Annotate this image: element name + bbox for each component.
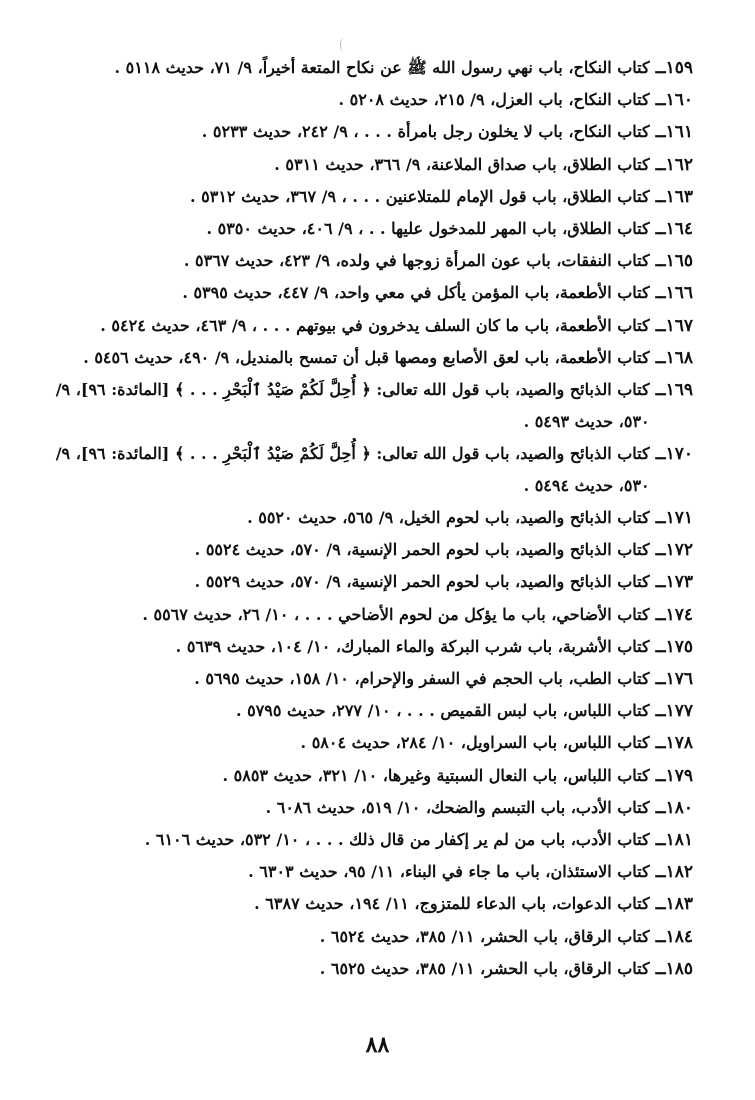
entry-text: كتاب اللباس، باب لبس القميص . . . ، ١٠/ ٢٧٧، حديث ٥٧٩٥ . — [235, 701, 650, 721]
entry-text: كتاب الدعوات، باب الدعاء للمتزوج، ١١/ ١٩٤، حديث ٦٣٨٧ . — [254, 894, 650, 914]
entry-number: ١٦١ــ — [655, 122, 693, 143]
page-number: ٨٨ — [365, 1032, 390, 1058]
list-item — [53, 953, 693, 985]
entry-number: ١٨١ــ — [655, 830, 693, 851]
entry-text: كتاب الطلاق، باب صداق الملاعنة، ٩/ ٣٦٦، حديث ٥٣١١ . — [274, 154, 650, 174]
entry-number: ١٨٤ــ — [655, 926, 693, 947]
entry-number: ١٧٥ــ — [655, 636, 693, 657]
entry-number: ١٧١ــ — [655, 508, 693, 529]
entry-text: كتاب الاستئذان، باب ما جاء في البناء، ١١/ ٩٥، حديث ٦٣٠٣ . — [248, 862, 650, 882]
list-item — [53, 599, 693, 631]
list-item — [53, 502, 693, 534]
entry-number: ١٦٦ــ — [655, 283, 693, 304]
entry-text: كتاب اللباس، باب النعال السبتية وغيرها، ١٠/ ٣٢١، حديث ٥٨٥٣ . — [222, 765, 650, 785]
entry-text: كتاب الطب، باب الحجم في السفر والإحرام، ١٠/ ١٥٨، حديث ٥٦٩٥ . — [194, 669, 650, 689]
list-item — [53, 534, 693, 566]
list-item — [53, 52, 693, 84]
entry-number: ١٧٠ــ — [655, 444, 693, 465]
list-item — [53, 921, 693, 953]
entry-text: كتاب الذبائح والصيد، باب لحوم الحمر الإنسية، ٩/ ٥٧٠، حديث ٥٥٢٤ . — [194, 540, 650, 560]
entry-text: كتاب الأطعمة، باب ما كان السلف يدخرون في بيوتهم . . . ، ٩/ ٤٦٣، حديث ٥٤٢٤ . — [100, 315, 650, 335]
list-item — [53, 310, 693, 342]
entry-number: ١٨٥ــ — [655, 958, 693, 979]
list-item — [53, 438, 693, 502]
list-item — [53, 277, 693, 309]
list-item — [53, 856, 693, 888]
entry-number: ١٧٦ــ — [655, 669, 693, 690]
entry-text: كتاب الذبائح والصيد، باب لحوم الخيل، ٩/ ٥٦٥، حديث ٥٥٢٠ . — [247, 508, 650, 528]
entry-text: كتاب الأضاحي، باب ما يؤكل من لحوم الأضاحي . . . ، ١٠/ ٢٦، حديث ٥٥٦٧ . — [142, 604, 650, 624]
list-item — [53, 84, 693, 116]
entry-text: كتاب الأدب، باب من لم ير إكفار من قال ذلك . . . ، ١٠/ ٥٣٢، حديث ٦١٠٦ . — [144, 830, 650, 850]
entry-number: ١٦٨ــ — [655, 347, 693, 368]
entry-number: ١٧٣ــ — [655, 572, 693, 593]
entry-text: كتاب الأطعمة، باب لعق الأصابع ومصها قبل أن تمسح بالمنديل، ٩/ ٤٩٠، حديث ٥٤٥٦ . — [83, 347, 650, 367]
entry-number: ١٦٢ــ — [655, 154, 693, 175]
entry-number: ١٧٤ــ — [655, 604, 693, 625]
entry-text: كتاب النكاح، باب نهي رسول الله ﷺ عن نكاح المتعة أخيراً، ٩/ ٧١، حديث ٥١١٨ . — [114, 58, 650, 77]
list-item — [53, 631, 693, 663]
entry-text: كتاب الطلاق، باب قول الإمام للمتلاعنين . . . ، ٩/ ٣٦٧، حديث ٥٣١٢ . — [189, 186, 650, 206]
entry-number: ١٦٩ــ — [655, 380, 693, 401]
entry-number: ١٨٢ــ — [655, 862, 693, 883]
entry-number: ١٨٠ــ — [655, 797, 693, 818]
entry-number: ١٨٣ــ — [655, 894, 693, 915]
entry-number: ١٦٠ــ — [655, 90, 693, 111]
entry-text: كتاب الطلاق، باب المهر للمدخول عليها . . ، ٩/ ٤٠٦، حديث ٥٣٥٠ . — [206, 219, 650, 239]
list-item — [53, 213, 693, 245]
entry-number: ١٦٣ــ — [655, 186, 693, 207]
entry-number: ١٦٤ــ — [655, 219, 693, 240]
entry-text: كتاب اللباس، باب السراويل، ١٠/ ٢٨٤، حديث ٥٨٠٤ . — [300, 733, 650, 753]
entry-number: ١٧٢ــ — [655, 540, 693, 561]
entry-number: ١٧٨ــ — [655, 733, 693, 754]
entry-text: كتاب النكاح، باب العزل، ٩/ ٢١٥، حديث ٥٢٠٨ . — [338, 90, 650, 110]
entry-text: كتاب النفقات، باب عون المرأة زوجها في ولده، ٩/ ٤٢٣، حديث ٥٣٦٧ . — [183, 251, 650, 271]
entry-text: كتاب الرقاق، باب الحشر، ١١/ ٣٨٥، حديث ٦٥٢٤ . — [319, 926, 650, 946]
entry-number: ١٧٩ــ — [655, 765, 693, 786]
entry-text: كتاب النكاح، باب لا يخلون رجل بامرأة . . . ، ٩/ ٢٤٢، حديث ٥٢٣٣ . — [201, 122, 650, 142]
list-item — [53, 245, 693, 277]
list-item — [53, 149, 693, 181]
entry-number: ١٥٩ــ — [655, 58, 693, 78]
list-item — [53, 888, 693, 920]
list-item — [53, 760, 693, 792]
scan-mark — [340, 38, 347, 52]
list-item — [53, 181, 693, 213]
entry-text: كتاب الذبائح والصيد، باب قول الله تعالى: ﴿ أُحِلَّ لَكُمْ صَيْدُ ٱلْبَحْرِ . . . ﴾ [المائدة: ٩٦]، ٩/ ٥٣٠، حديث ٥٤٩٤ . — [55, 444, 650, 496]
entry-number: ١٦٥ــ — [655, 251, 693, 272]
list-item — [53, 727, 693, 759]
list-item — [53, 374, 693, 438]
list-item — [53, 663, 693, 695]
entry-text: كتاب الأدب، باب التبسم والضحك، ١٠/ ٥١٩، حديث ٦٠٨٦ . — [265, 797, 650, 817]
entry-text: كتاب الأشربة، باب شرب البركة والماء المبارك، ١٠/ ١٠٤، حديث ٥٦٣٩ . — [175, 636, 650, 656]
hadith-reference-list — [53, 52, 693, 985]
entry-text: كتاب الأطعمة، باب المؤمن يأكل في معي واحد، ٩/ ٤٤٧، حديث ٥٣٩٥ . — [182, 283, 650, 303]
list-item — [53, 342, 693, 374]
entry-text: كتاب الذبائح والصيد، باب لحوم الحمر الإنسية، ٩/ ٥٧٠، حديث ٥٥٢٩ . — [194, 572, 650, 592]
list-item — [53, 824, 693, 856]
entry-text: كتاب الذبائح والصيد، باب قول الله تعالى: ﴿ أُحِلَّ لَكُمْ صَيْدُ ٱلْبَحْرِ . . . ﴾ [المائدة: ٩٦]، ٩/ ٥٣٠، حديث ٥٤٩٣ . — [55, 380, 650, 432]
list-item — [53, 792, 693, 824]
list-item — [53, 695, 693, 727]
entry-number: ١٦٧ــ — [655, 315, 693, 336]
entry-number: ١٧٧ــ — [655, 701, 693, 722]
list-item — [53, 566, 693, 598]
entry-text: كتاب الرقاق، باب الحشر، ١١/ ٣٨٥، حديث ٦٥٢٥ . — [319, 958, 650, 978]
list-item — [53, 116, 693, 148]
